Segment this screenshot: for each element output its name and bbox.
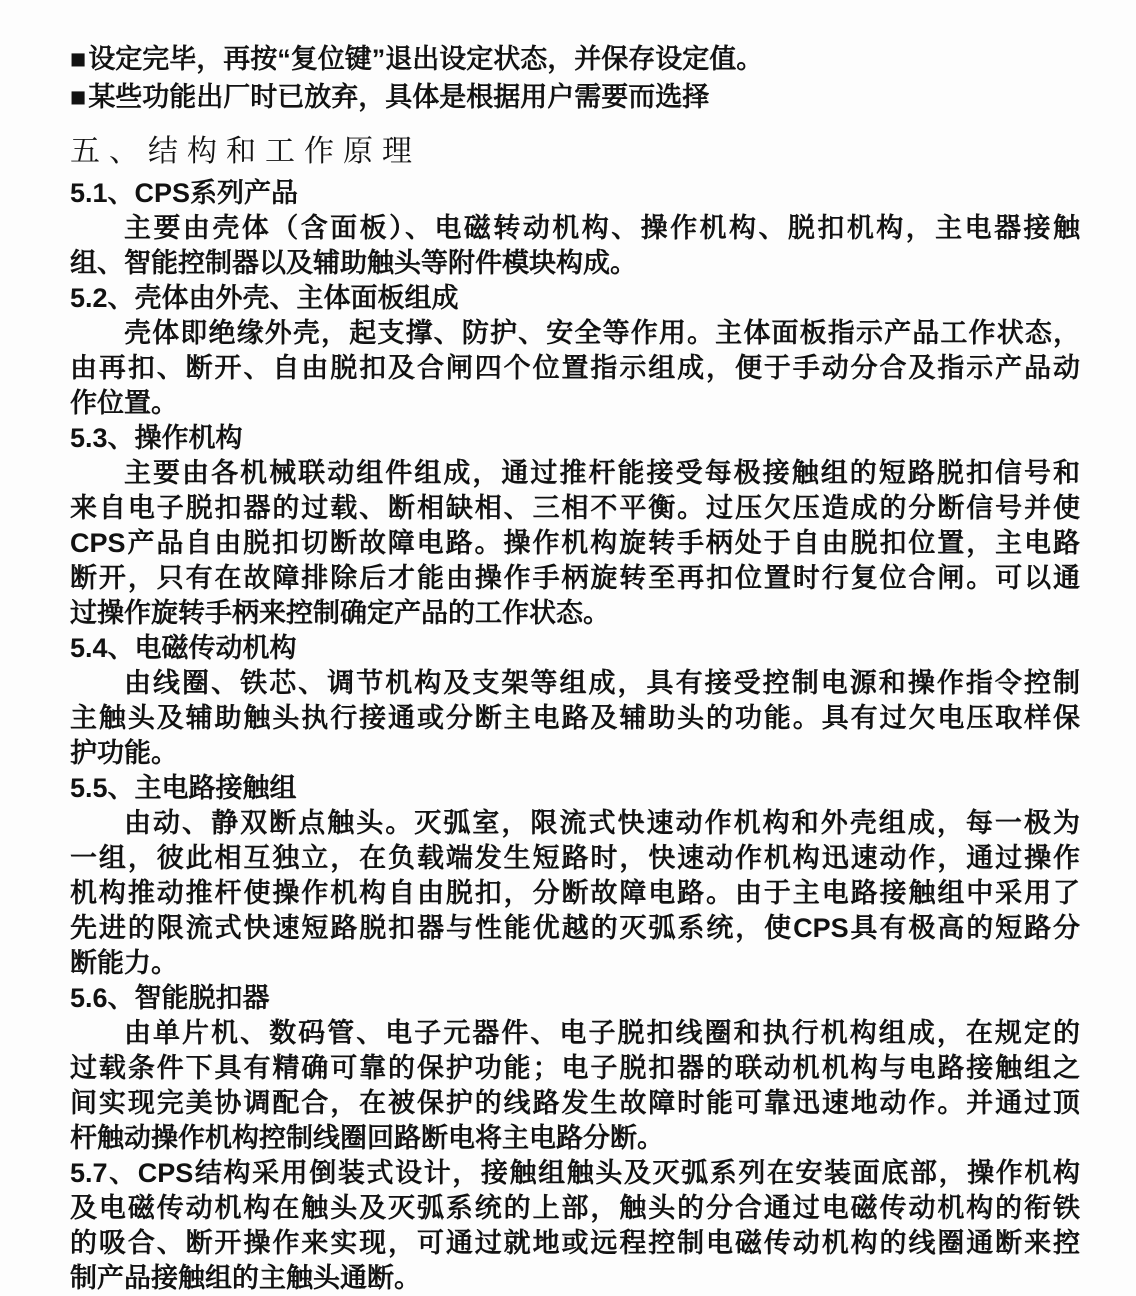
text-line: 主要由壳体（含面板）、电磁转动机构、操作机构、脱扣机构，主电器接触	[124, 213, 1080, 243]
text-line: 制产品接触组的主触头通断。	[70, 1263, 421, 1293]
text-line: 由单片机、数码管、电子元器件、电子脱扣线圈和执行机构组成，在规定的	[124, 1018, 1080, 1048]
text-line: 由再扣、断开、自由脱扣及合闸四个位置指示组成，便于手动分合及指示产品动	[70, 353, 1080, 383]
body-lines	[70, 176, 1080, 1296]
text-line: 作位置。	[70, 388, 178, 418]
text-line: 断开，只有在故障排除后才能由操作手柄旋转至再扣位置时行复位合闸。可以通	[70, 563, 1080, 593]
text-line: 5.1、CPS系列产品	[70, 178, 299, 208]
text-line: 5.7、CPS结构采用倒装式设计，接触组触头及灭弧系列在安装面底部，操作机构	[70, 1158, 1080, 1188]
text-line: 来自电子脱扣器的过载、断相缺相、三相不平衡。过压欠压造成的分断信号并使	[70, 493, 1080, 523]
section-heading: 五、结构和工作原理	[70, 135, 421, 168]
text-line: 断能力。	[70, 948, 178, 978]
bullet-item	[70, 78, 1080, 116]
text-line: 主触头及辅助触头执行接通或分断主电路及辅助头的功能。具有过欠电压取样保	[70, 703, 1080, 733]
square-bullet-icon: ■	[70, 82, 87, 112]
text-line: 先进的限流式快速短路脱扣器与性能优越的灭弧系统，使CPS具有极高的短路分	[70, 913, 1080, 943]
text-line: CPS产品自由脱扣切断故障电路。操作机构旋转手柄处于自由脱扣位置，主电路	[70, 528, 1080, 558]
text-line: 的吸合、断开操作来实现，可通过就地或远程控制电磁传动机构的线圈通断来控	[70, 1228, 1080, 1258]
square-bullet-icon: ■	[70, 44, 87, 74]
text-line: 5.3、操作机构	[70, 423, 243, 453]
text-line: 及电磁传动机构在触头及灭弧系统的上部，触头的分合通过电磁传动机构的衔铁	[70, 1193, 1080, 1223]
bullet-text: 设定完毕，再按“复位键”退出设定状态，并保存设定值。	[88, 44, 764, 74]
text-line: 主要由各机械联动组件组成，通过推杆能接受每极接触组的短路脱扣信号和	[124, 458, 1080, 488]
text-line: 过载条件下具有精确可靠的保护功能；电子脱扣器的联动机机构与电路接触组之	[70, 1053, 1080, 1083]
text-line: 杆触动操作机构控制线圈回路断电将主电路分断。	[70, 1123, 664, 1153]
text-line: 由线圈、铁芯、调节机构及支架等组成，具有接受控制电源和操作指令控制	[124, 668, 1080, 698]
text-line: 5.5、主电路接触组	[70, 773, 297, 803]
text-line: 过操作旋转手柄来控制确定产品的工作状态。	[70, 598, 610, 628]
text-line: 壳体即绝缘外壳，起支撑、防护、安全等作用。主体面板指示产品工作状态，	[124, 318, 1080, 348]
text-line: 一组，彼此相互独立，在负载端发生短路时，快速动作机构迅速动作，通过操作	[70, 843, 1080, 873]
text-line: 由动、静双断点触头。灭弧室，限流式快速动作机构和外壳组成，每一极为	[124, 808, 1080, 838]
text-line: 机构推动推杆使操作机构自由脱扣，分断故障电路。由于主电路接触组中采用了	[70, 878, 1080, 908]
text-line: 护功能。	[70, 738, 178, 768]
text-line: 5.2、壳体由外壳、主体面板组成	[70, 283, 459, 313]
bullet-item	[70, 40, 1080, 78]
text-line: 组、智能控制器以及辅助触头等附件模块构成。	[70, 248, 637, 278]
text-line: 5.6、智能脱扣器	[70, 983, 270, 1013]
bullet-text: 某些功能出厂时已放弃，具体是根据用户需要而选择	[88, 82, 710, 112]
text-line: 间实现完美协调配合，在被保护的线路发生故障时能可靠迅速地动作。并通过顶	[70, 1088, 1080, 1118]
text-line: 5.4、电磁传动机构	[70, 633, 297, 663]
